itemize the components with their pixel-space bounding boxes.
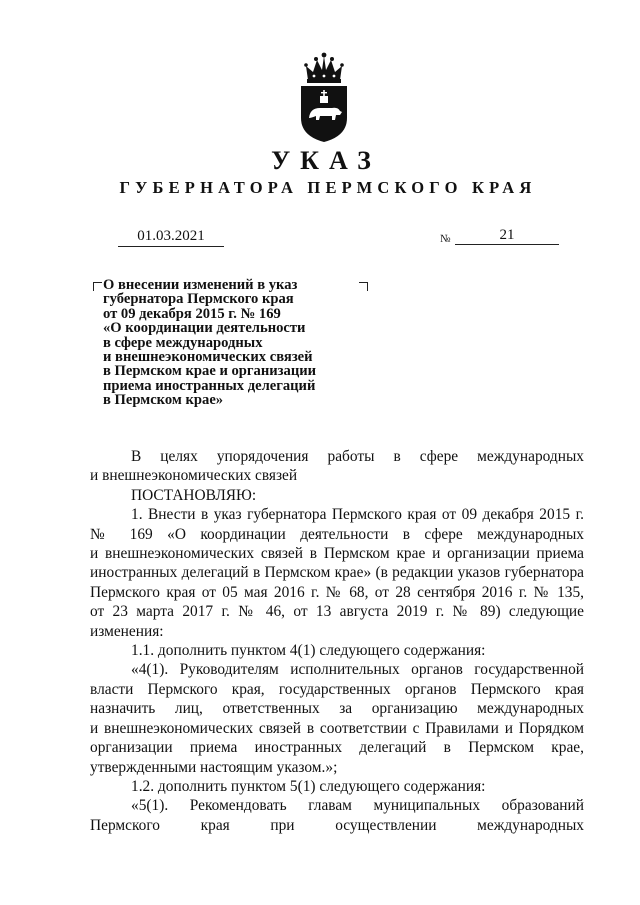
decree-subject (103, 278, 363, 408)
body-line: утвержденными настоящим указом.»; (90, 758, 338, 776)
body-line: В целях упорядочения работы в сфере международных (131, 448, 584, 465)
body-line: 1. Внести в указ губернатора Пермского края от 09 декабря 2015 г. (131, 506, 584, 524)
subject-line: «О координации деятельности (103, 320, 306, 337)
body-line: и внешнеэкономических связей в Пермском крае и организации приема (90, 545, 584, 563)
resolution-word: ПОСТАНОВЛЯЮ: (131, 486, 257, 504)
decree-title: УКАЗ (271, 146, 381, 175)
perm-coat-of-arms-icon (298, 52, 350, 144)
body-line: и внешнеэкономических связей в соответствии с Правилами и Порядком (90, 719, 584, 737)
body-line: изменения: (90, 622, 164, 640)
body-line: организации приема иностранных делегаций в Пермском крае, (90, 739, 584, 757)
body-line: власти Пермского края, государственных органов Пермского края (90, 680, 584, 698)
decree-body (90, 447, 584, 835)
subject-line: в Пермском крае и организации (103, 363, 317, 380)
subject-line: приема иностранных делегаций (103, 377, 316, 394)
body-line: 1.1. дополнить пунктом 4(1) следующего содержания: (131, 642, 486, 660)
body-line: 1.2. дополнить пунктом 5(1) следующего содержания: (131, 777, 486, 795)
body-line: и внешнеэкономических связей (90, 467, 298, 485)
decree-number: 21 (455, 226, 559, 245)
subject-line: О внесении изменений в указ (103, 277, 298, 293)
body-line: от 23 марта 2017 г. № 46, от 13 августа 2019 г. № 89) следующие (90, 603, 584, 621)
decree-date: 01.03.2021 (118, 226, 224, 247)
body-line: Пермского края от 05 мая 2016 г. № 68, от 28 сентября 2016 г. № 135, (90, 583, 584, 601)
number-label: № (440, 233, 451, 245)
body-line: иностранных делегаций в Пермском крае» (в редакции указов губернатора (90, 564, 584, 582)
body-line: Пермского края при осуществлении международных (90, 816, 584, 834)
subject-line: от 09 декабря 2015 г. № 169 (103, 305, 281, 322)
subject-line: в Пермском крае» (103, 392, 224, 409)
subject-bracket-left (93, 282, 102, 291)
body-line: «5(1). Рекомендовать главам муниципальных образований (131, 797, 584, 815)
issuer-title: ГУБЕРНАТОРА ПЕРМСКОГО КРАЯ (119, 178, 537, 197)
subject-line: губернатора Пермского края (103, 291, 294, 308)
body-line: назначить лиц, ответственных за организацию международных (90, 700, 584, 718)
body-line: «4(1). Руководителям исполнительных органов государственной (131, 661, 584, 679)
subject-line: в сфере международных (103, 334, 263, 351)
body-line: № 169 «О координации деятельности в сфере международных (90, 525, 584, 543)
subject-line: и внешнеэкономических связей (103, 349, 313, 366)
